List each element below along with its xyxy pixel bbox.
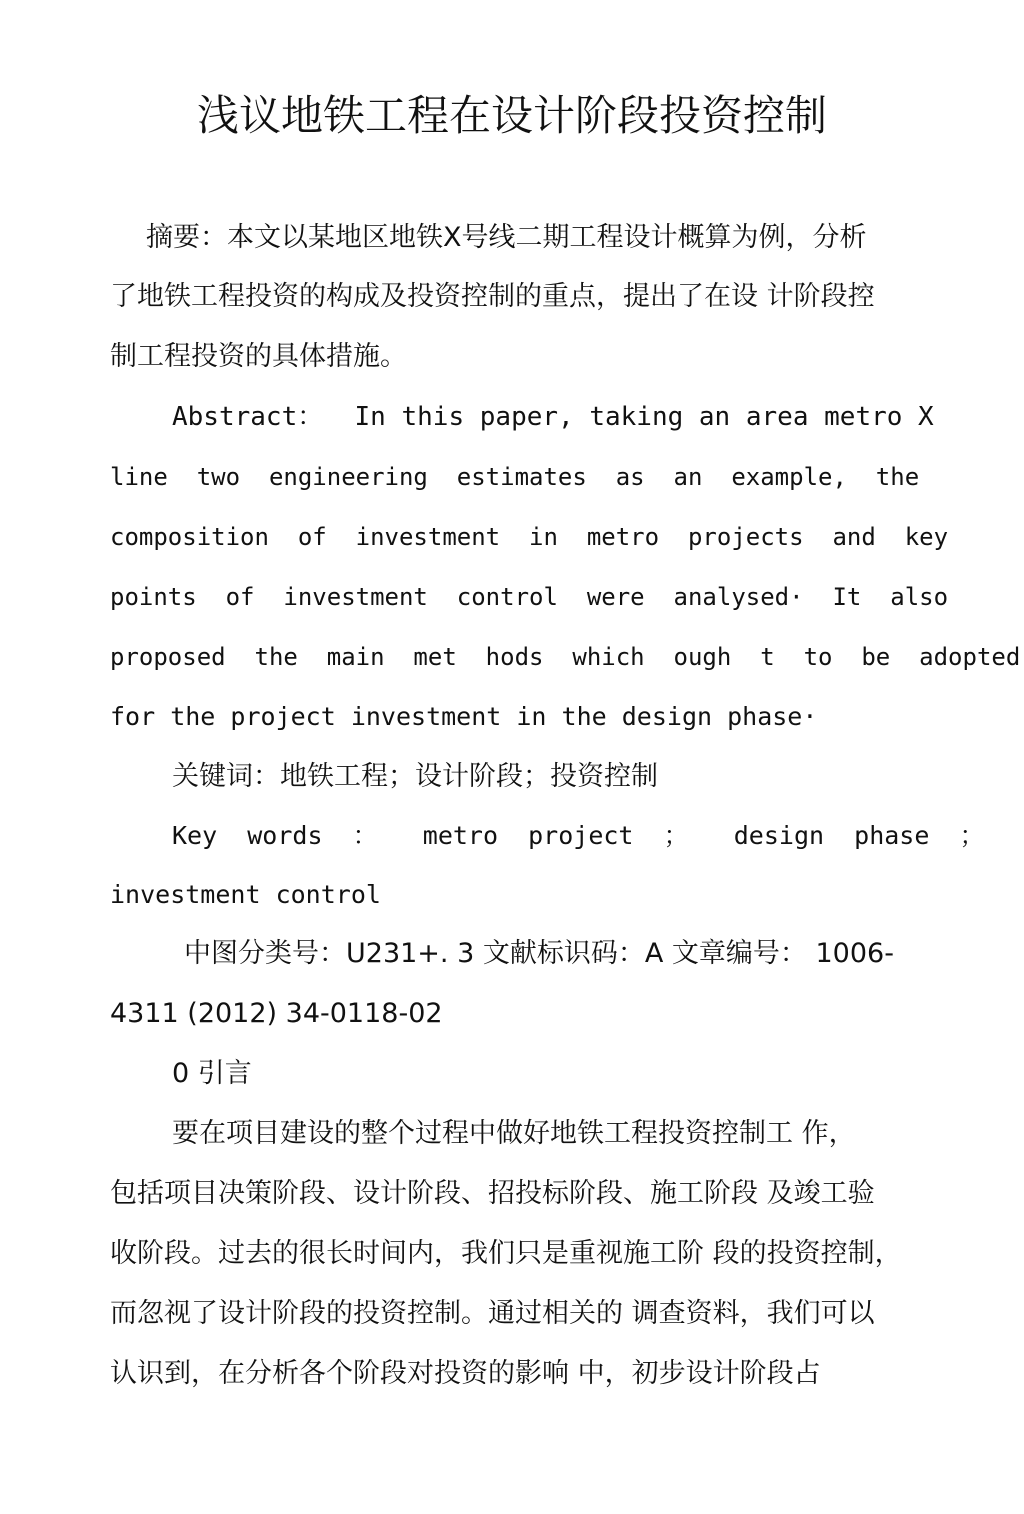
keywords-en-line-1: Key words ： metro project ； design phase ； — [172, 821, 985, 850]
abstract-en-line-3: composition of investment in metro projects and key — [110, 523, 949, 551]
abstract-cn-line-1: 摘要：本文以某地区地铁X号线二期工程设计概算为例，分析 — [146, 222, 867, 253]
body-line-4: 而忽视了设计阶段的投资控制。通过相关的 调查资料，我们可以 — [110, 1298, 875, 1329]
abstract-cn-line-2: 了地铁工程投资的构成及投资控制的重点，提出了在设 计阶段控 — [110, 281, 875, 312]
classification-line-1: 中图分类号：U231+. 3 文献标识码：A 文章编号： 1006- — [184, 938, 894, 969]
body-line-3: 收阶段。过去的很长时间内，我们只是重视施工阶 段的投资控制， — [110, 1238, 902, 1269]
abstract-en-line-2: line two engineering estimates as an example, the — [110, 463, 920, 491]
abstract-en-line-1: Abstract： In this paper, taking an area metro X — [172, 402, 934, 432]
section-heading: 0 引言 — [172, 1058, 252, 1089]
body-line-1: 要在项目建设的整个过程中做好地铁工程投资控制工 作， — [172, 1118, 856, 1149]
body-line-2: 包括项目决策阶段、设计阶段、招投标阶段、施工阶段 及竣工验 — [110, 1178, 875, 1209]
abstract-cn-line-3: 制工程投资的具体措施。 — [110, 341, 407, 372]
abstract-en-line-6: for the project investment in the design phase· — [110, 702, 818, 731]
keywords-cn: 关键词：地铁工程；设计阶段；投资控制 — [172, 761, 658, 792]
abstract-en-line-4: points of investment control were analysed· It also — [110, 583, 949, 611]
body-line-5: 认识到，在分析各个阶段对投资的影响 中，初步设计阶段占 — [110, 1358, 821, 1389]
classification-line-2: 4311 (2012) 34-0118-02 — [110, 998, 443, 1029]
document-title: 浅议地铁工程在设计阶段投资控制 — [196, 91, 827, 140]
abstract-en-line-5: proposed the main met hods which ough t to be adopted — [110, 643, 1021, 671]
keywords-en-line-2: investment control — [110, 880, 381, 909]
